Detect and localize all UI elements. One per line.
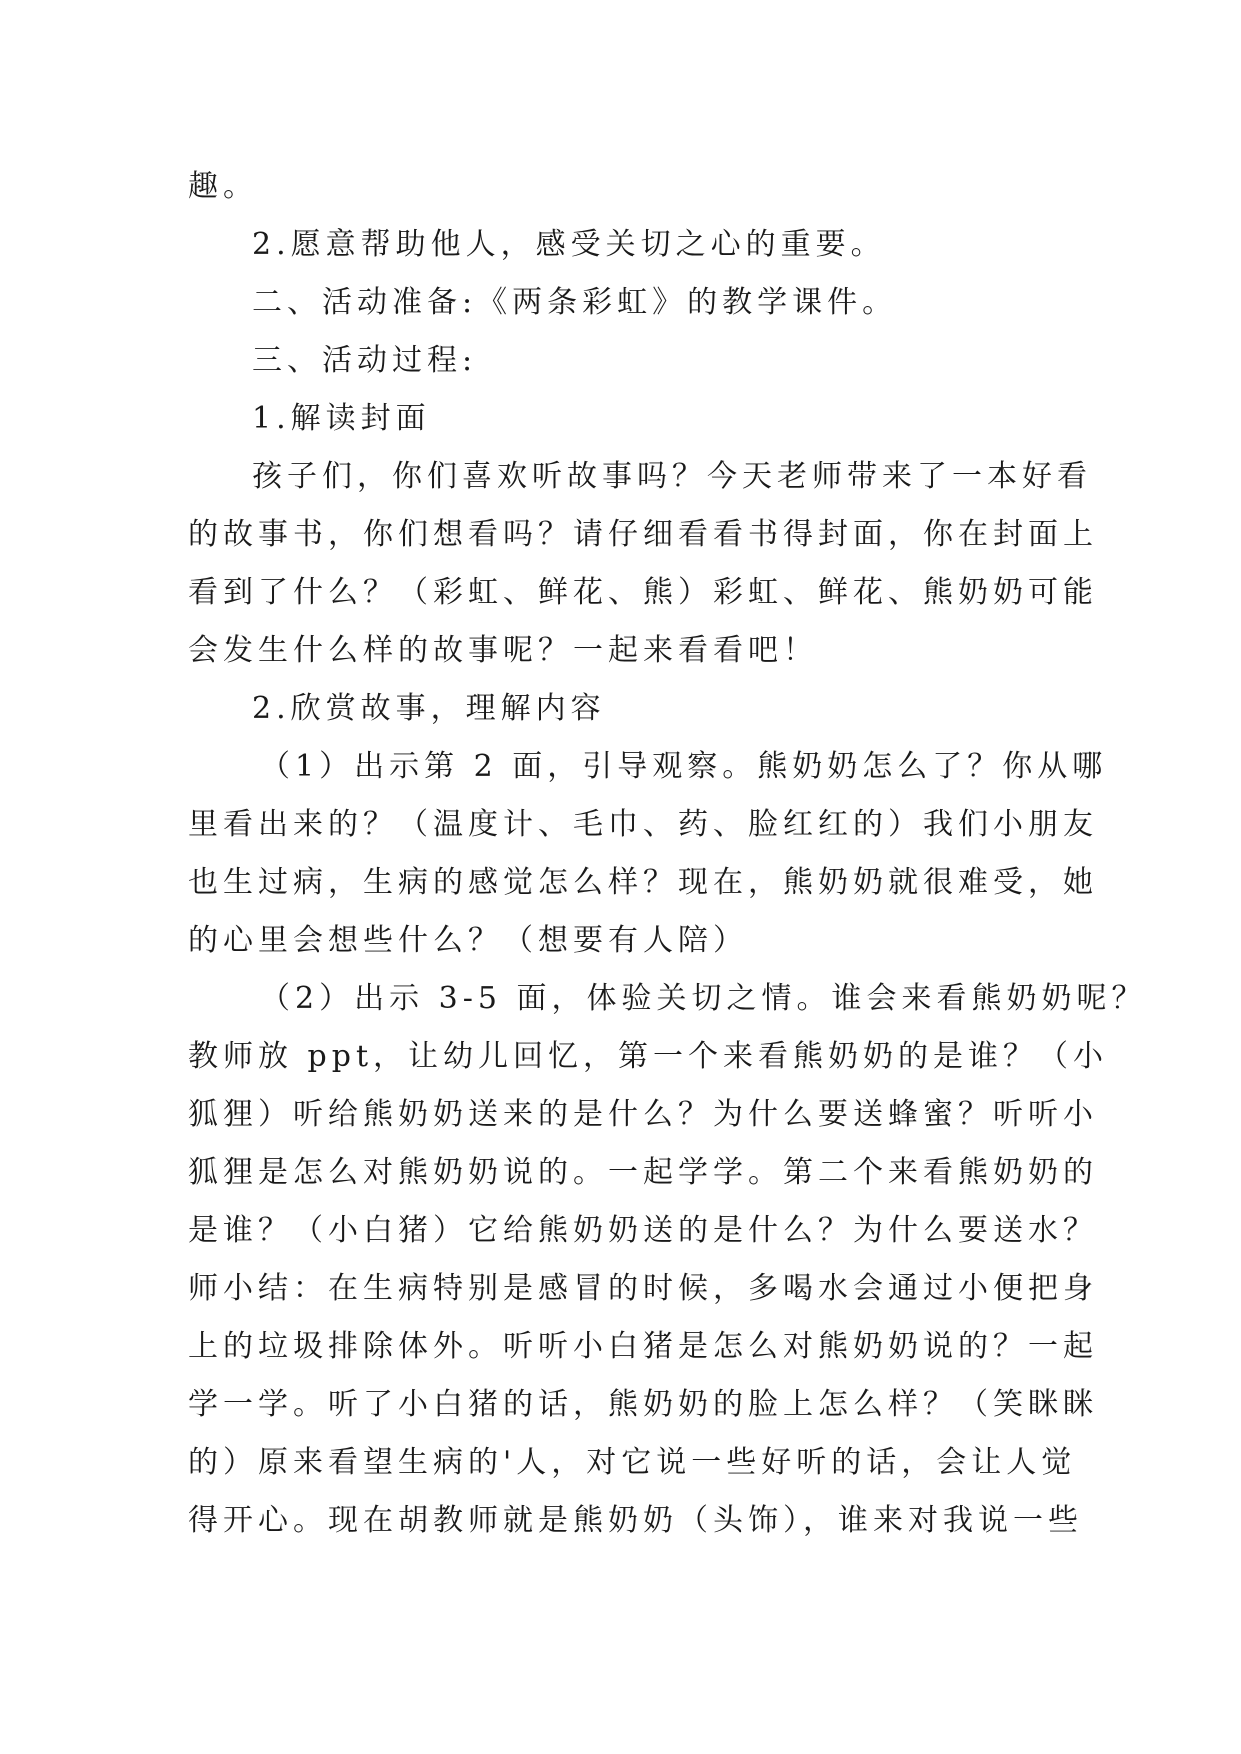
paragraph-line: 师小结：在生病特别是感冒的时候，多喝水会通过小便把身 xyxy=(188,1271,1098,1306)
paragraph-line: 孩子们，你们喜欢听故事吗？今天老师带来了一本好看 xyxy=(252,459,1092,494)
step-heading-story: 2.欣赏故事，理解内容 xyxy=(252,691,606,726)
section-heading-preparation: 二、活动准备:《两条彩虹》的教学课件。 xyxy=(252,285,898,320)
paragraph-line: 上的垃圾排除体外。听听小白猪是怎么对熊奶奶说的？一起 xyxy=(188,1329,1098,1364)
paragraph-line: 是谁？（小白猪）它给熊奶奶送的是什么？为什么要送水？ xyxy=(188,1213,1098,1248)
paragraph-line: 狐狸是怎么对熊奶奶说的。一起学学。第二个来看熊奶奶的 xyxy=(188,1155,1098,1190)
section-heading-process: 三、活动过程: xyxy=(252,343,478,378)
step-heading-cover: 1.解读封面 xyxy=(252,401,431,436)
paragraph-line: （2）出示 3-5 面，体验关切之情。谁会来看熊奶奶呢？ xyxy=(260,981,1147,1016)
paragraph-line: 学一学。听了小白猪的话，熊奶奶的脸上怎么样？（笑眯眯 xyxy=(188,1387,1098,1422)
paragraph-line: 里看出来的？（温度计、毛巾、药、脸红红的）我们小朋友 xyxy=(188,807,1098,842)
paragraph-line: 会发生什么样的故事呢？一起来看看吧！ xyxy=(188,633,818,668)
paragraph-line: 也生过病，生病的感觉怎么样？现在，熊奶奶就很难受，她 xyxy=(188,865,1098,900)
text-line: 趣。 xyxy=(188,169,258,204)
paragraph-line: 教师放 ppt，让幼儿回忆，第一个来看熊奶奶的是谁？（小 xyxy=(188,1039,1108,1074)
paragraph-line: （1）出示第 2 面，引导观察。熊奶奶怎么了？你从哪 xyxy=(260,749,1108,784)
paragraph-line: 狐狸）听给熊奶奶送来的是什么？为什么要送蜂蜜？听听小 xyxy=(188,1097,1098,1132)
paragraph-line: 的故事书，你们想看吗？请仔细看看书得封面，你在封面上 xyxy=(188,517,1098,552)
document-body xyxy=(188,158,1147,1550)
goal-item-2: 2.愿意帮助他人，感受关切之心的重要。 xyxy=(252,227,886,262)
paragraph-line: 看到了什么？（彩虹、鲜花、熊）彩虹、鲜花、熊奶奶可能 xyxy=(188,575,1098,610)
paragraph-line: 的心里会想些什么？（想要有人陪） xyxy=(188,923,748,958)
paragraph-line: 得开心。现在胡教师就是熊奶奶（头饰），谁来对我说一些 xyxy=(188,1503,1083,1538)
paragraph-line: 的）原来看望生病的'人，对它说一些好听的话，会让人觉 xyxy=(188,1445,1077,1480)
